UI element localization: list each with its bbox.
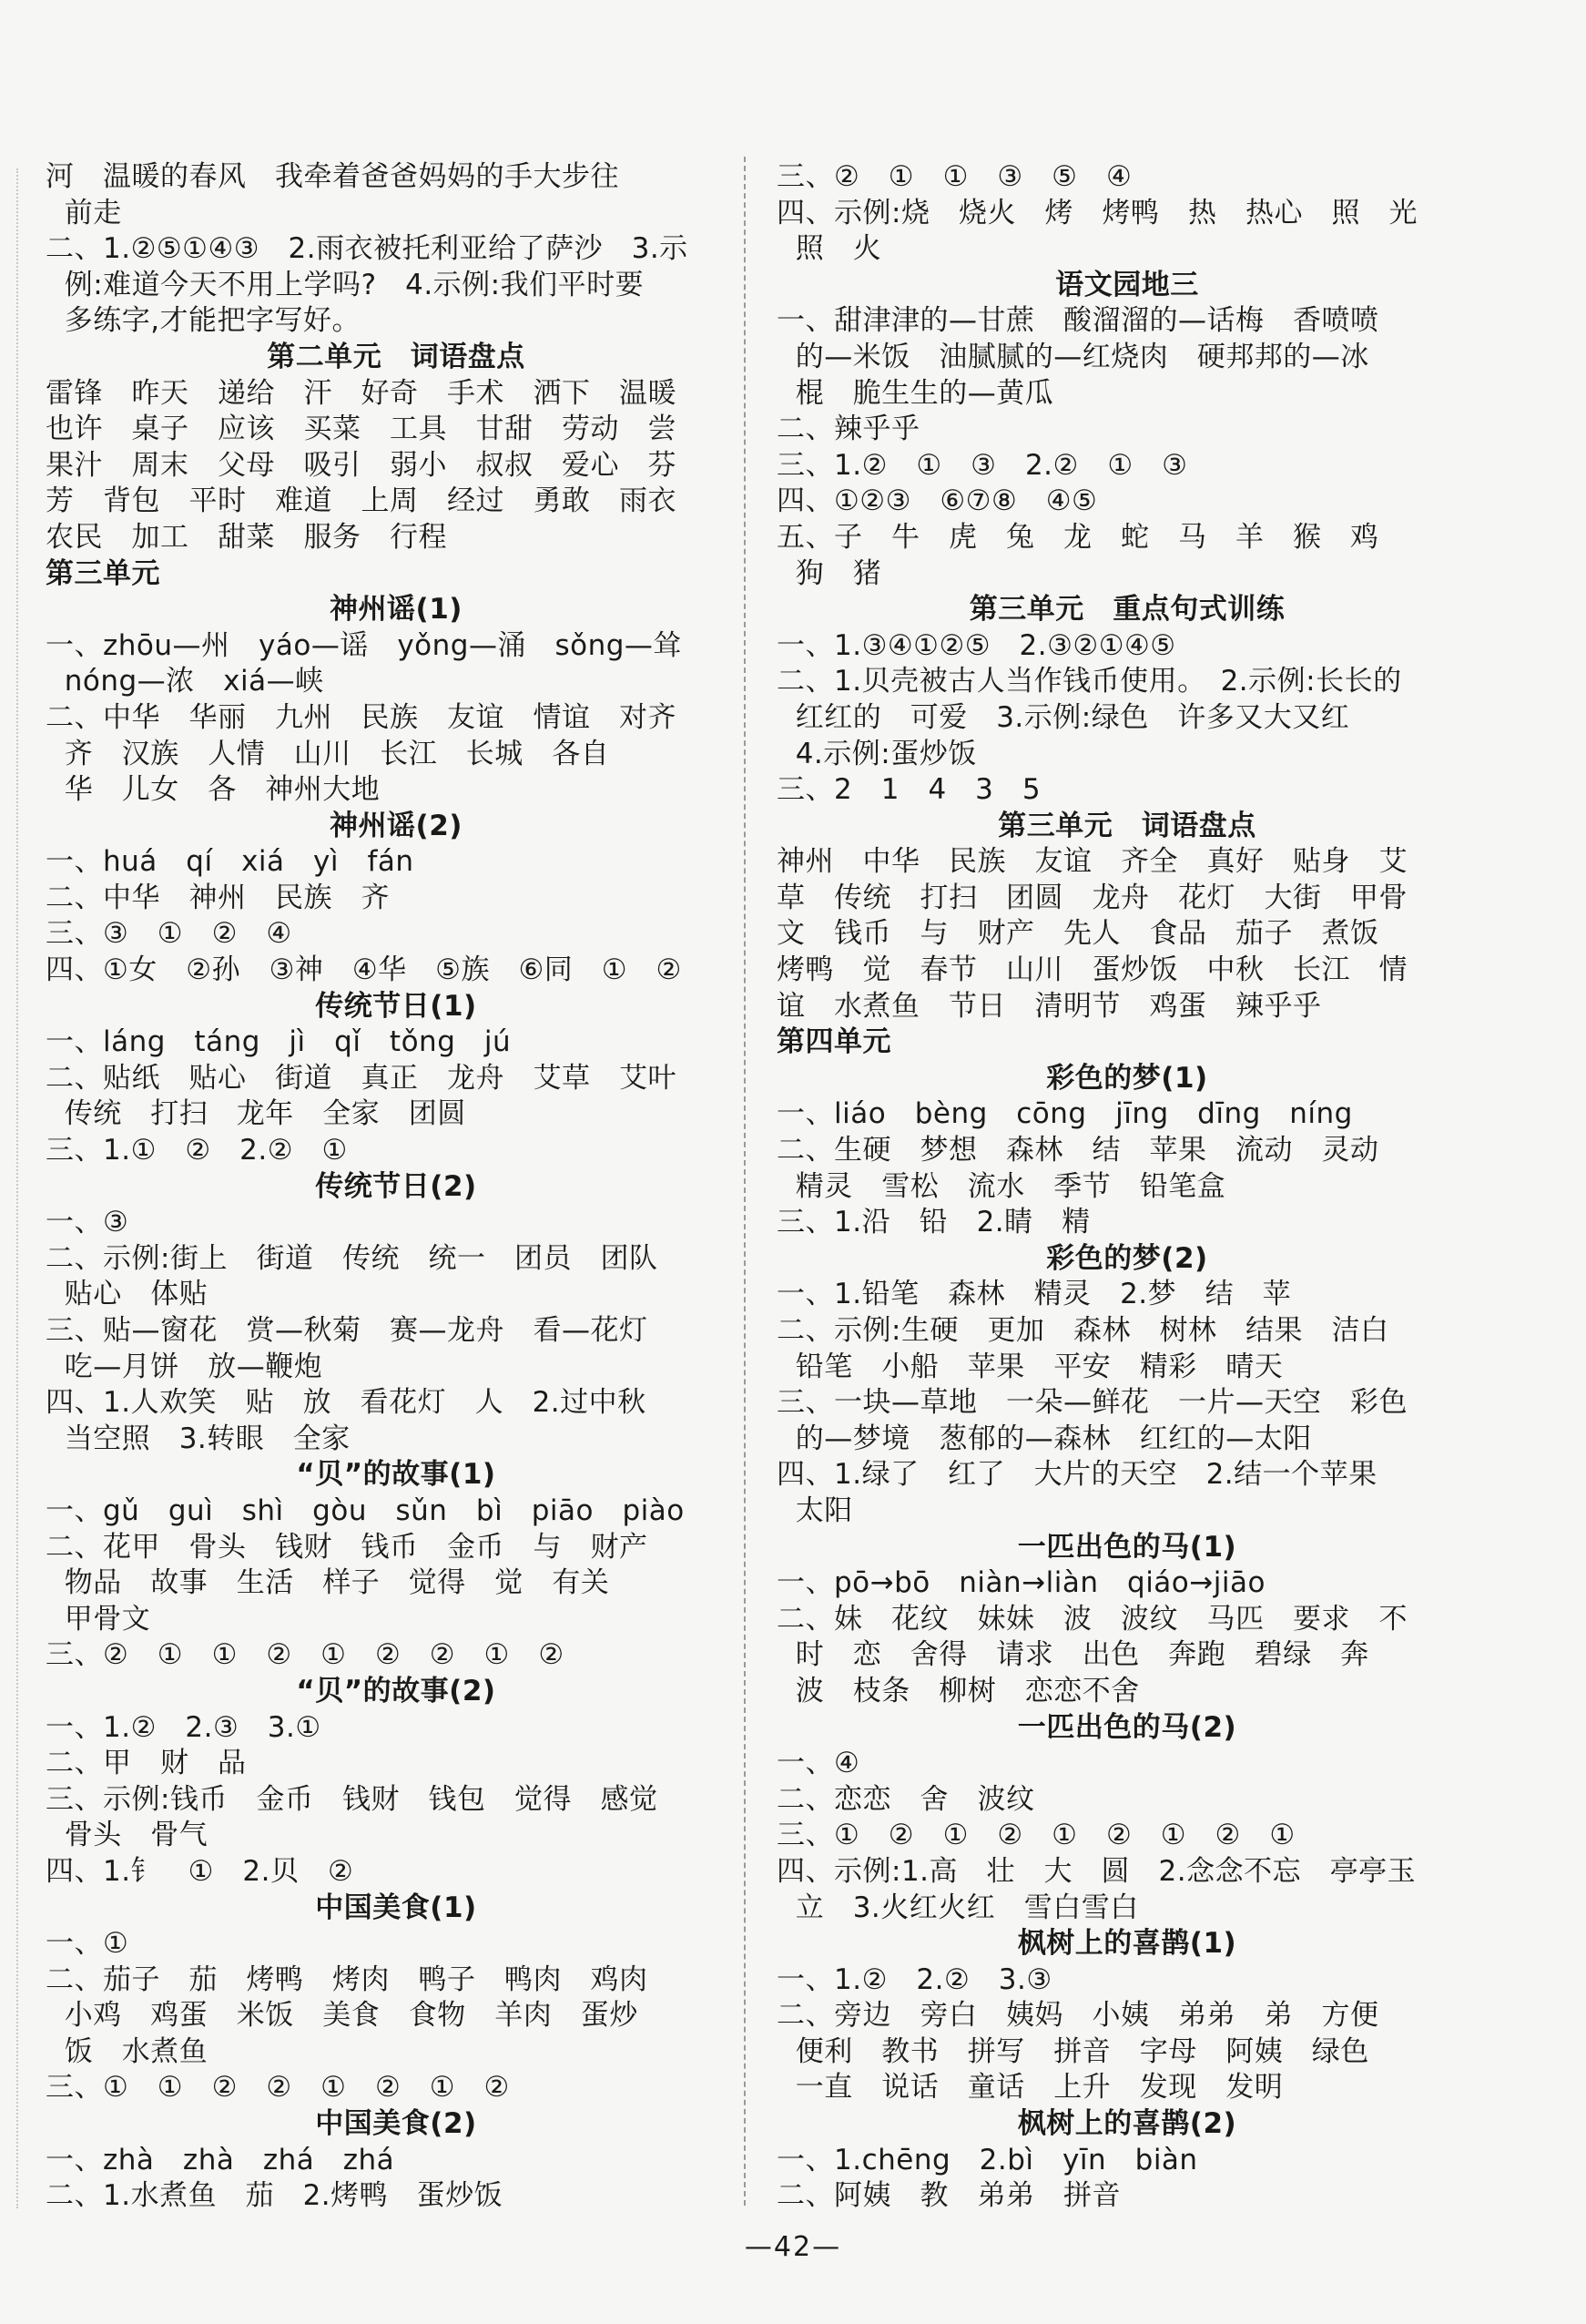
section-title: 中国美食(1) xyxy=(315,1891,477,1924)
page-number: —42— xyxy=(744,2231,842,2263)
left-column xyxy=(46,159,747,2215)
answer-line: 物品 故事 生活 样子 觉得 觉 有关 xyxy=(46,1566,610,1600)
answer-line: 一、1.② 2.③ 3.① xyxy=(46,1710,321,1744)
answer-line: 二、辣乎乎 xyxy=(777,413,920,446)
answer-line: 一、甜津津的—甘蔗 酸溜溜的—话梅 香喷喷 xyxy=(777,304,1379,338)
answer-line: 二、中华 华丽 九州 民族 友谊 情谊 对齐 xyxy=(46,700,676,734)
answer-line: 烤鸭 觉 春节 山川 蛋炒饭 中秋 长江 情 xyxy=(777,953,1408,987)
answer-line: 二、中华 神州 民族 齐 xyxy=(46,881,390,914)
answer-line: 立 3.火红火红 雪白雪白 xyxy=(777,1891,1139,1924)
section-title: 枫树上的喜鹊(1) xyxy=(1017,1927,1237,1961)
section-title: 语文园地三 xyxy=(1055,268,1199,301)
answer-line: 三、1.① ② 2.② ① xyxy=(46,1134,348,1167)
answer-line: 一、pō→bō niàn→liàn qiáo→jiāo xyxy=(777,1566,1266,1600)
answer-line: 河 温暖的春风 我牵着爸爸妈妈的手大步往 xyxy=(46,160,619,193)
answer-line: 传统 打扫 龙年 全家 团圆 xyxy=(46,1097,466,1131)
answer-line: 二、妹 花纹 妹妹 波 波纹 马匹 要求 不 xyxy=(777,1602,1408,1636)
answer-line: 二、1.②⑤①④③ 2.雨衣被托利亚给了萨沙 3.示 xyxy=(46,232,688,266)
section-title: 传统节日(1) xyxy=(315,989,477,1023)
section-title: 一匹出色的马(1) xyxy=(1017,1530,1237,1564)
answer-line: 五、子 牛 虎 兔 龙 蛇 马 羊 猴 鸡 xyxy=(777,520,1379,554)
answer-line: 果汁 周末 父母 吸引 弱小 叔叔 爱心 芬 xyxy=(46,448,676,482)
answer-line: 一、zhà zhà zhá zhá xyxy=(46,2143,395,2176)
answer-line: 的—梦境 葱郁的—森林 红红的—太阳 xyxy=(777,1422,1312,1455)
answer-line: 二、甲 财 品 xyxy=(46,1747,247,1780)
answer-line: 三、2 1 4 3 5 xyxy=(777,773,1042,807)
answer-line: 一、1.chēng 2.bì yīn biàn xyxy=(777,2143,1198,2176)
answer-line: 神州 中华 民族 友谊 齐全 真好 贴身 艾 xyxy=(777,845,1408,879)
answer-line: 芳 背包 平时 难道 上周 经过 勇敢 雨衣 xyxy=(46,484,676,518)
answer-line: 多练字,才能把字写好。 xyxy=(46,304,361,338)
answer-line: 三、一块—草地 一朵—鲜花 一片—天空 彩色 xyxy=(777,1386,1408,1420)
section-title: 传统节日(2) xyxy=(315,1169,477,1203)
answer-line: 的—米饭 油腻腻的—红烧肉 硬邦邦的—冰 xyxy=(777,340,1369,373)
answer-line: 吃—月饼 放—鞭炮 xyxy=(46,1350,323,1383)
answer-line: 精灵 雪松 流水 季节 铅笔盒 xyxy=(777,1169,1226,1203)
answer-line: 雷锋 昨天 递给 汗 好奇 手术 洒下 温暖 xyxy=(46,376,676,410)
section-title: 中国美食(2) xyxy=(315,2107,477,2141)
answer-line: 前走 xyxy=(46,196,122,229)
answer-line: 四、1.绿了 红了 大片的天空 2.结一个苹果 xyxy=(777,1458,1378,1492)
answer-line: 也许 桌子 应该 买菜 工具 甘甜 劳动 尝 xyxy=(46,413,676,446)
answer-line: 齐 汉族 人情 山川 长江 长城 各自 xyxy=(46,737,610,770)
answer-line: 四、示例:1.高 壮 大 圆 2.念念不忘 亭亭玉 xyxy=(777,1854,1417,1888)
answer-line: 一、1.铅笔 森林 精灵 2.梦 结 苹 xyxy=(777,1278,1292,1311)
answer-line: 四、示例:烧 烧火 烤 烤鸭 热 热心 照 光 xyxy=(777,196,1418,229)
section-title: 彩色的梦(2) xyxy=(1046,1241,1208,1275)
answer-line: 便利 教书 拼写 拼音 字母 阿姨 绿色 xyxy=(777,2034,1369,2068)
answer-line: 甲骨文 xyxy=(46,1602,151,1636)
answer-line: 一、gǔ guì shì gòu sǔn bì piāo piào xyxy=(46,1493,685,1527)
answer-line: 谊 水煮鱼 节日 清明节 鸡蛋 辣乎乎 xyxy=(777,989,1322,1023)
answer-line: 二、示例:街上 街道 传统 统一 团员 团队 xyxy=(46,1241,658,1275)
answer-line: 三、1.沿 铅 2.睛 精 xyxy=(777,1206,1091,1239)
section-title: 神州谣(2) xyxy=(330,809,463,842)
section-title: 一匹出色的马(2) xyxy=(1017,1710,1237,1744)
answer-line: 当空照 3.转眼 全家 xyxy=(46,1422,351,1455)
answer-line: 棍 脆生生的—黄瓜 xyxy=(777,376,1054,410)
answer-line: 二、花甲 骨头 钱财 钱币 金币 与 财产 xyxy=(46,1530,648,1564)
answer-line: 三、② ① ① ② ① ② ② ① ② xyxy=(46,1638,564,1672)
section-title: “贝”的故事(1) xyxy=(296,1458,496,1492)
answer-line: 一、④ xyxy=(777,1747,860,1780)
section-title: “贝”的故事(2) xyxy=(296,1674,496,1707)
answer-line: 二、阿姨 教 弟弟 拼音 xyxy=(777,2179,1121,2213)
binding-edge xyxy=(16,168,18,2208)
answer-line: 二、茄子 茄 烤鸭 烤肉 鸭子 鸭肉 鸡肉 xyxy=(46,1962,648,1996)
answer-line: 三、① ② ① ② ① ② ① ② ① xyxy=(777,1819,1296,1852)
answer-line: 时 恋 舍得 请求 出色 奔跑 碧绿 奔 xyxy=(777,1638,1369,1672)
section-title: 枫树上的喜鹊(2) xyxy=(1017,2107,1237,2141)
answer-line: 三、1.② ① ③ 2.② ① ③ xyxy=(777,448,1188,482)
answer-line: 一、1.③④①②⑤ 2.③②①④⑤ xyxy=(777,628,1176,662)
answer-line: 一、① xyxy=(46,1927,129,1961)
answer-line: 二、1.贝壳被古人当作钱币使用。 2.示例:长长的 xyxy=(777,665,1402,698)
section-title: 彩色的梦(1) xyxy=(1046,1061,1208,1095)
answer-line: 华 儿女 各 神州大地 xyxy=(46,773,381,807)
answer-line: 二、旁边 旁白 姨妈 小姨 弟弟 弟 方便 xyxy=(777,1999,1379,2033)
answer-line: 二、生硬 梦想 森林 结 苹果 流动 灵动 xyxy=(777,1134,1379,1167)
answer-line: 贴心 体贴 xyxy=(46,1278,208,1311)
answer-line: 二、1.水煮鱼 茄 2.烤鸭 蛋炒饭 xyxy=(46,2179,503,2213)
answer-line: 四、1.钅 ① 2.贝 ② xyxy=(46,1854,354,1888)
answer-line: 一、láng táng jì qǐ tǒng jú xyxy=(46,1025,512,1059)
answer-line: 饭 水煮鱼 xyxy=(46,2034,208,2068)
answer-line: 农民 加工 甜菜 服务 行程 xyxy=(46,520,447,554)
answer-line: 小鸡 鸡蛋 米饭 美食 食物 羊肉 蛋炒 xyxy=(46,1999,638,2033)
answer-line: 例:难道今天不用上学吗? 4.示例:我们平时要 xyxy=(46,268,645,301)
answer-line: 文 钱币 与 财产 先人 食品 茄子 煮饭 xyxy=(777,917,1379,951)
answer-line: 一直 说话 童话 上升 发现 发明 xyxy=(777,2071,1284,2105)
answer-line: 四、1.人欢笑 贴 放 看花灯 人 2.过中秋 xyxy=(46,1386,646,1420)
answer-line: 二、贴纸 贴心 街道 真正 龙舟 艾草 艾叶 xyxy=(46,1061,676,1095)
answer-line: 狗 猪 xyxy=(777,556,882,590)
answer-line: 太阳 xyxy=(777,1493,853,1527)
answer-line: 二、恋恋 舍 波纹 xyxy=(777,1782,1035,1816)
section-title: 神州谣(1) xyxy=(330,593,463,627)
unit-heading: 第三单元 xyxy=(46,556,160,590)
section-title: 第三单元 词语盘点 xyxy=(998,809,1256,842)
unit-heading: 第四单元 xyxy=(777,1025,891,1059)
answer-line: 照 火 xyxy=(777,232,882,266)
column-divider xyxy=(744,157,746,2206)
answer-line: 4.示例:蛋炒饭 xyxy=(777,737,977,770)
answer-line: 三、示例:钱币 金币 钱财 钱包 觉得 感觉 xyxy=(46,1782,658,1816)
answer-line: 三、贴—窗花 赏—秋菊 赛—龙舟 看—花灯 xyxy=(46,1314,648,1347)
answer-line: 一、liáo bèng cōng jīng dīng níng xyxy=(777,1097,1353,1131)
answer-line: 三、② ① ① ③ ⑤ ④ xyxy=(777,160,1133,193)
answer-line: 三、③ ① ② ④ xyxy=(46,917,292,951)
answer-line: 二、示例:生硬 更加 森林 树林 结果 洁白 xyxy=(777,1314,1389,1347)
section-title: 第三单元 重点句式训练 xyxy=(969,593,1286,627)
answer-line: nóng—浓 xiá—峡 xyxy=(46,665,324,698)
answer-line: 三、① ① ② ② ① ② ① ② xyxy=(46,2071,510,2105)
answer-line: 四、①②③ ⑥⑦⑧ ④⑤ xyxy=(777,484,1098,518)
answer-line: 铅笔 小船 苹果 平安 精彩 晴天 xyxy=(777,1350,1284,1383)
answer-line: 一、huá qí xiá yì fán xyxy=(46,845,414,879)
right-column xyxy=(777,159,1478,2215)
answer-line: 一、zhōu—州 yáo—谣 yǒng—涌 sǒng—耸 xyxy=(46,628,682,662)
answer-line: 一、③ xyxy=(46,1206,129,1239)
answer-line: 草 传统 打扫 团圆 龙舟 花灯 大街 甲骨 xyxy=(777,881,1408,914)
section-title: 第二单元 词语盘点 xyxy=(267,340,525,373)
answer-line: 一、1.② 2.② 3.③ xyxy=(777,1962,1052,1996)
answer-line: 四、①女 ②孙 ③神 ④华 ⑤族 ⑥同 ① ② xyxy=(46,953,682,987)
answer-line: 波 枝条 柳树 恋恋不舍 xyxy=(777,1674,1140,1707)
answer-line: 红红的 可爱 3.示例:绿色 许多又大又红 xyxy=(777,700,1350,734)
answer-line: 骨头 骨气 xyxy=(46,1819,208,1852)
